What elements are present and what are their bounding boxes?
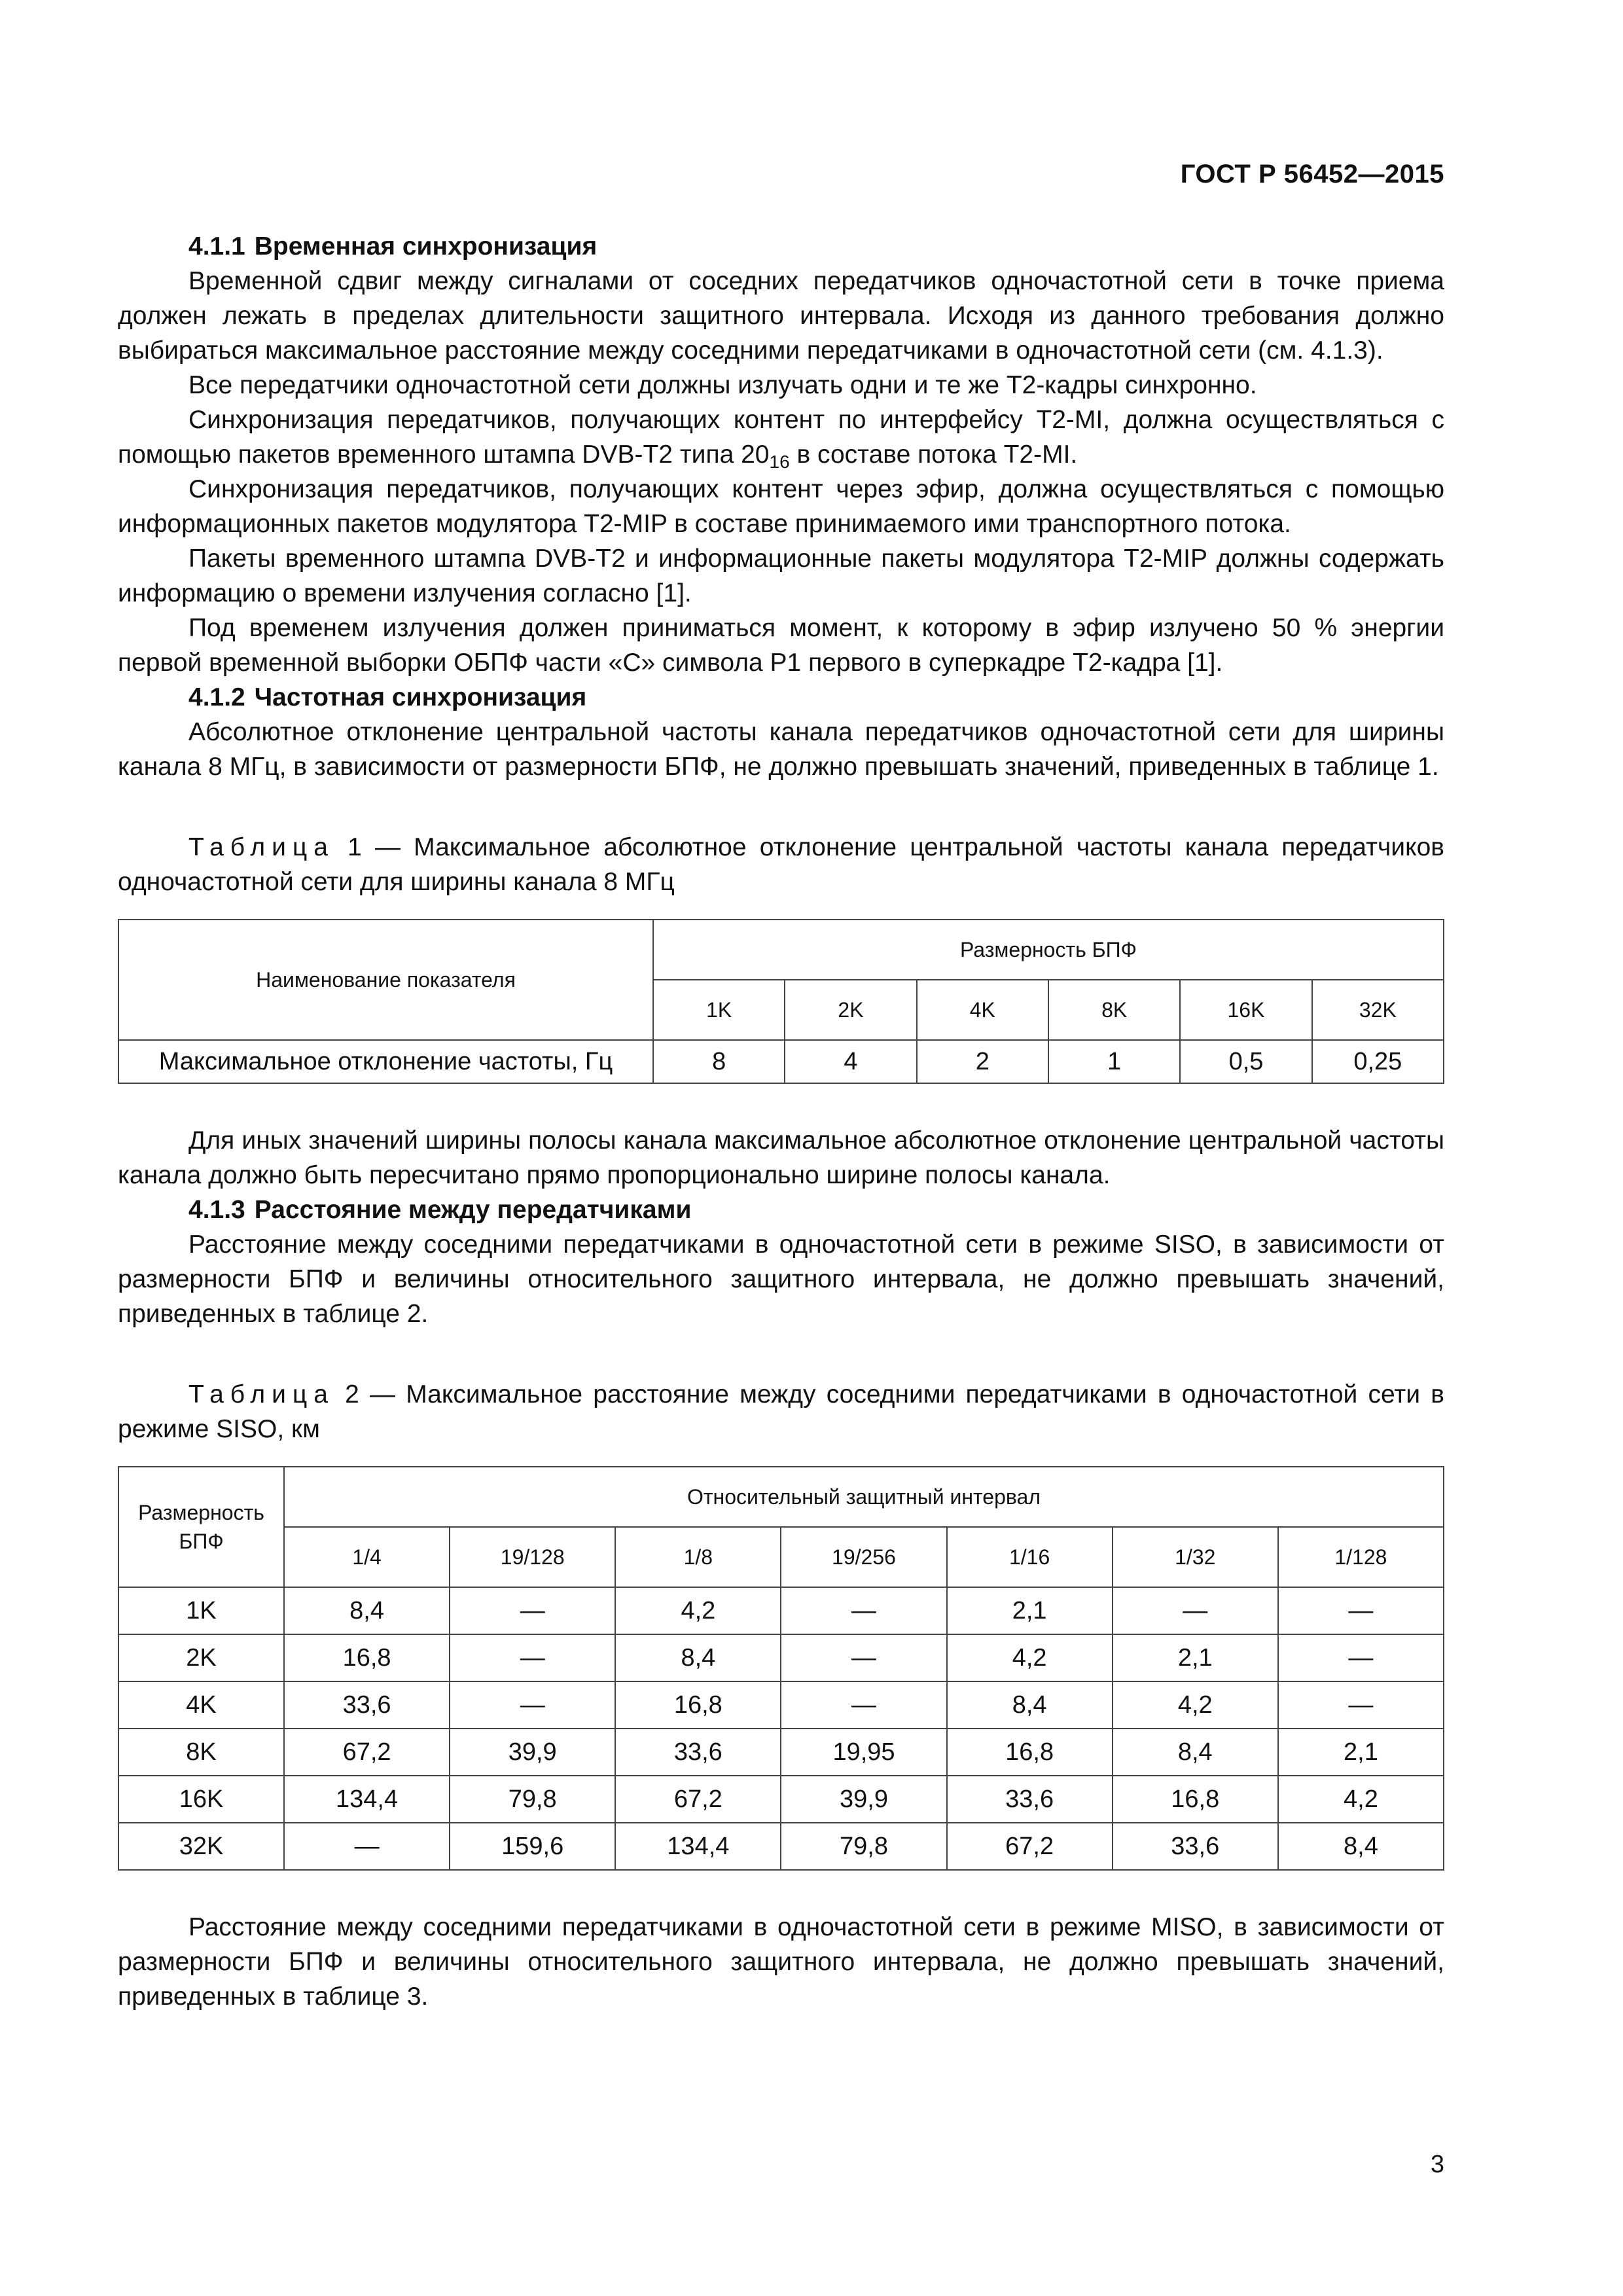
- row-label-cell: 4K: [118, 1681, 284, 1729]
- value-cell: —: [1278, 1681, 1444, 1729]
- table-row: [118, 1681, 1444, 1729]
- table-row: [118, 1823, 1444, 1870]
- header-cell: Размерность БПФ: [118, 1467, 284, 1587]
- value-cell: 2: [917, 1040, 1048, 1083]
- caption-text: — Максимальное абсолютное отклонение центральной частоты канала передатчиков одночастотной сети для ширины канала 8 МГц: [118, 833, 1444, 896]
- header-cell: 1/128: [1278, 1527, 1444, 1587]
- table-number: 1: [348, 833, 362, 861]
- value-cell: 67,2: [615, 1776, 781, 1823]
- value-cell: 19,95: [781, 1729, 946, 1776]
- header-cell: 2K: [785, 980, 916, 1040]
- table-label: Таблица: [188, 833, 334, 861]
- document-page: [118, 0, 1444, 2296]
- header-cell: 19/256: [781, 1527, 946, 1587]
- value-cell: 8,4: [1113, 1729, 1278, 1776]
- table-row: [118, 1776, 1444, 1823]
- header-cell: 1/8: [615, 1527, 781, 1587]
- value-cell: 4,2: [615, 1587, 781, 1634]
- paragraph: Синхронизация передатчиков, получающих контент через эфир, должна осуществляться с помощью информационных пакетов модулятора T2-MIP в составе принимаемого ими транспортного потока.: [118, 475, 1444, 538]
- value-cell: 0,25: [1312, 1040, 1444, 1083]
- value-cell: —: [1278, 1634, 1444, 1681]
- table-row: [118, 1729, 1444, 1776]
- value-cell: 39,9: [781, 1776, 946, 1823]
- header-cell: 1/4: [284, 1527, 450, 1587]
- value-cell: 39,9: [450, 1729, 615, 1776]
- value-cell: —: [781, 1681, 946, 1729]
- header-cell: Размерность БПФ: [653, 920, 1444, 980]
- value-cell: 79,8: [450, 1776, 615, 1823]
- value-cell: 4: [785, 1040, 916, 1083]
- value-cell: 4,2: [947, 1634, 1113, 1681]
- value-cell: 134,4: [284, 1776, 450, 1823]
- row-label-cell: 8K: [118, 1729, 284, 1776]
- paragraph: Пакеты временного штампа DVB-T2 и информационные пакеты модулятора T2-MIP должны содержать информацию о времени излучения согласно [1].: [118, 545, 1444, 607]
- paragraph: Расстояние между соседними передатчиками в одночастотной сети в режиме MISO, в зависимости от размерности БПФ и величины относительного защитного интервала, не должно превышать значений, приведенных в таблице 3.: [118, 1913, 1444, 2011]
- row-label-cell: Максимальное отклонение частоты, Гц: [118, 1040, 653, 1083]
- header-cell: 8K: [1048, 980, 1180, 1040]
- section-number: 4.1.2: [188, 683, 245, 711]
- value-cell: 16,8: [947, 1729, 1113, 1776]
- section-heading-4-1-1: [118, 229, 1444, 264]
- table-row: [118, 1587, 1444, 1634]
- value-cell: 8,4: [615, 1634, 781, 1681]
- section-heading-4-1-3: [118, 1193, 1444, 1227]
- table-number: 2: [345, 1380, 359, 1408]
- value-cell: 2,1: [1278, 1729, 1444, 1776]
- value-cell: 16,8: [1113, 1776, 1278, 1823]
- table-1: [118, 919, 1444, 1084]
- value-cell: —: [781, 1587, 946, 1634]
- paragraph: Расстояние между соседними передатчиками в одночастотной сети в режиме SISO, в зависимости от размерности БПФ и величины относительного защитного интервала, не должно превышать значений, приведенных в таблице 2.: [118, 1230, 1444, 1328]
- paragraph-text: в составе потока Т2-MI.: [789, 440, 1078, 469]
- value-cell: —: [450, 1587, 615, 1634]
- value-cell: 16,8: [615, 1681, 781, 1729]
- table-2: [118, 1466, 1444, 1871]
- paragraph: Для иных значений ширины полосы канала максимальное абсолютное отклонение центральной частоты канала должно быть пересчитано прямо пропорционально ширине полосы канала.: [118, 1126, 1444, 1189]
- page-number: 3: [1430, 2151, 1444, 2178]
- paragraph: Под временем излучения должен приниматься момент, к которому в эфир излучено 50 % энергии первой временной выборки ОБПФ части «С» символа Р1 первого в суперкадре Т2-кадра [1].: [118, 614, 1444, 677]
- table-label: Таблица: [188, 1380, 334, 1408]
- value-cell: —: [284, 1823, 450, 1870]
- value-cell: —: [1113, 1587, 1278, 1634]
- value-cell: 33,6: [615, 1729, 781, 1776]
- header-cell: 32K: [1312, 980, 1444, 1040]
- table-row: [118, 1040, 1444, 1083]
- value-cell: 79,8: [781, 1823, 946, 1870]
- header-cell: 16K: [1180, 980, 1311, 1040]
- row-label-cell: 2K: [118, 1634, 284, 1681]
- header-cell: 1/16: [947, 1527, 1113, 1587]
- section-title: Временная синхронизация: [254, 232, 597, 260]
- value-cell: —: [781, 1634, 946, 1681]
- paragraph: Абсолютное отклонение центральной частоты канала передатчиков одночастотной сети для ширины канала 8 МГц, в зависимости от размерности БПФ, не должно превышать значений, приведенных в таблице 1.: [118, 718, 1444, 781]
- table-2-caption: [118, 1377, 1444, 1446]
- value-cell: 67,2: [284, 1729, 450, 1776]
- header-cell: 4K: [917, 980, 1048, 1040]
- row-label-cell: 1K: [118, 1587, 284, 1634]
- value-cell: 33,6: [1113, 1823, 1278, 1870]
- row-label-cell: 16K: [118, 1776, 284, 1823]
- section-number: 4.1.3: [188, 1196, 245, 1224]
- header-cell: 1/32: [1113, 1527, 1278, 1587]
- document-code: ГОСТ Р 56452—2015: [1180, 160, 1444, 188]
- value-cell: 0,5: [1180, 1040, 1311, 1083]
- value-cell: 2,1: [947, 1587, 1113, 1634]
- value-cell: 134,4: [615, 1823, 781, 1870]
- value-cell: 67,2: [947, 1823, 1113, 1870]
- value-cell: 2,1: [1113, 1634, 1278, 1681]
- value-cell: —: [450, 1634, 615, 1681]
- value-cell: 4,2: [1113, 1681, 1278, 1729]
- value-cell: 8,4: [947, 1681, 1113, 1729]
- value-cell: 8: [653, 1040, 785, 1083]
- section-heading-4-1-2: [118, 680, 1444, 715]
- table-1-caption: [118, 830, 1444, 899]
- value-cell: 16,8: [284, 1634, 450, 1681]
- table-row: [118, 1634, 1444, 1681]
- value-cell: 1: [1048, 1040, 1180, 1083]
- value-cell: 4,2: [1278, 1776, 1444, 1823]
- caption-text: — Максимальное расстояние между соседними передатчиками в одночастотной сети в режиме SISO, км: [118, 1380, 1444, 1443]
- paragraph-text: Синхронизация передатчиков, получающих контент по интерфейсу Т2-MI, должна осуществляться с помощью пакетов временного штампа DVB-T2 типа 20: [118, 406, 1444, 469]
- section-title: Расстояние между передатчиками: [254, 1196, 692, 1224]
- value-cell: 159,6: [450, 1823, 615, 1870]
- section-number: 4.1.1: [188, 232, 245, 260]
- value-cell: —: [450, 1681, 615, 1729]
- value-cell: 33,6: [947, 1776, 1113, 1823]
- page-content: [118, 229, 1444, 2014]
- header-cell: Наименование показателя: [118, 920, 653, 1040]
- subscript: 16: [769, 452, 790, 472]
- paragraph: [118, 403, 1444, 472]
- value-cell: 8,4: [1278, 1823, 1444, 1870]
- section-title: Частотная синхронизация: [254, 683, 587, 711]
- header-cell: 19/128: [450, 1527, 615, 1587]
- row-label-cell: 32K: [118, 1823, 284, 1870]
- header-cell: Относительный защитный интервал: [284, 1467, 1444, 1527]
- value-cell: 8,4: [284, 1587, 450, 1634]
- value-cell: —: [1278, 1587, 1444, 1634]
- paragraph: Временной сдвиг между сигналами от соседних передатчиков одночастотной сети в точке приема должен лежать в пределах длительности защитного интервала. Исходя из данного требования должно выбираться максимальное расстояние между соседними передатчиками в одночастотной сети (см. 4.1.3).: [118, 267, 1444, 365]
- value-cell: 33,6: [284, 1681, 450, 1729]
- paragraph: Все передатчики одночастотной сети должны излучать одни и те же Т2-кадры синхронно.: [188, 371, 1257, 399]
- header-cell: 1K: [653, 980, 785, 1040]
